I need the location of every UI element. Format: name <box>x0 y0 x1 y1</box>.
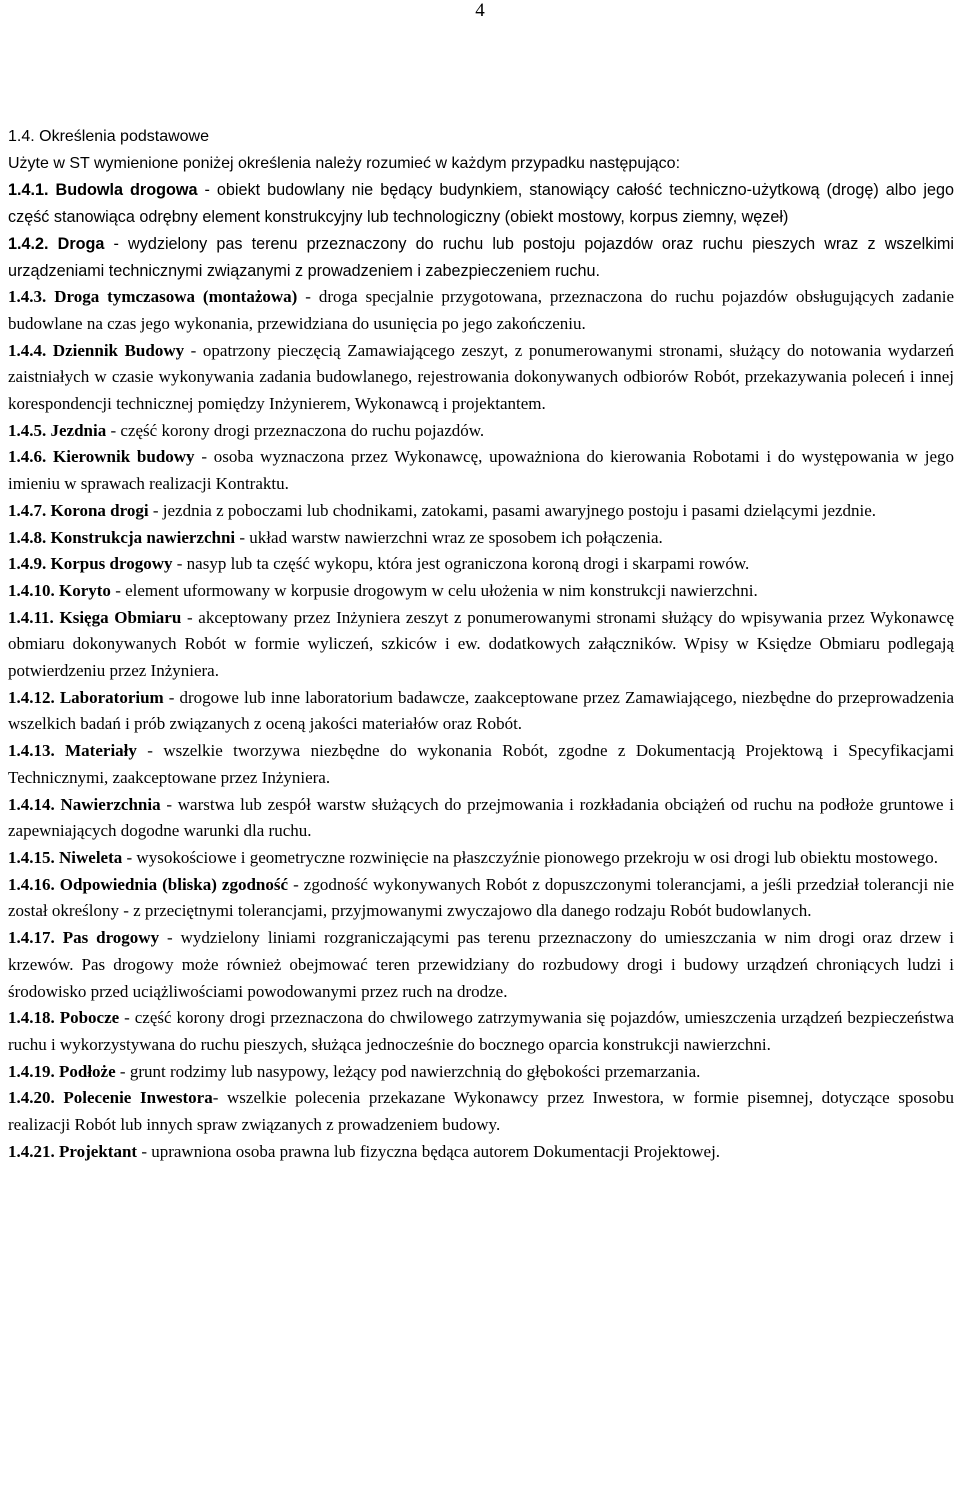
definition-text: - droga specjalnie przygotowana, przeznaczona do ruchu pojazdów obsługujących zadanie budowlane na czas jego wykonania, przewidziana do usunięcia po jego zakończeniu. <box>8 287 955 333</box>
definition-item <box>8 1059 954 1086</box>
definition-text: - grunt rodzimy lub nasypowy, leżący pod nawierzchnią do głębokości przemarzania. <box>115 1061 701 1081</box>
definition-number: 1.4.14. <box>8 794 55 814</box>
definition-text: - jezdnia z poboczami lub chodnikami, zatokami, pasami awaryjnego postoju i pasami dzielącymi jezdnie. <box>148 500 877 520</box>
definition-item <box>8 845 954 872</box>
definitions-list <box>8 177 954 1165</box>
definition-term: Konstrukcja nawierzchni <box>50 527 236 547</box>
definition-item <box>8 418 954 445</box>
definition-text: - wysokościowe i geometryczne rozwinięcie na płaszczyźnie pionowego przekroju w osi drogi lub obiektu mostowego. <box>122 847 939 867</box>
definition-number: 1.4.16. <box>8 874 55 894</box>
definition-number: 1.4.15. <box>8 847 55 867</box>
document-body <box>8 124 954 1165</box>
definition-term: Jezdnia <box>50 420 107 440</box>
definition-text: - część korony drogi przeznaczona do chwilowego zatrzymywania się pojazdów, umieszczenia urządzeń bezpieczeństwa ruchu i wykorzystywana do ruchu pieszych, służąca jednocześnie do bocznego oparcia konstrukcji nawierzchni. <box>8 1008 955 1054</box>
definition-item <box>8 1139 954 1166</box>
definition-text: - opatrzony pieczęcią Zamawiającego zeszyt, z ponumerowanymi stronami, służący do notowania wydarzeń zaistniałych w czasie wykonywania zadania budowlanego, rejestrowania dokonywanych odbiorów Robót, przekazywania poleceń i innej korespondencji technicznej pomiędzy Inżynierem, Wykonawcą i projektantem. <box>8 340 954 414</box>
definition-text: - wszelkie polecenia przekazane Wykonawcy przez Inwestora, w formie pisemnej, dotyczące sposobu realizacji Robót lub innych spraw związanych z prowadzeniem budowy. <box>8 1088 954 1135</box>
definition-item <box>8 605 954 685</box>
definition-term: Materiały <box>65 741 137 761</box>
definition-term: Droga tymczasowa (montażowa) <box>54 287 298 307</box>
definition-number: 1.4.8. <box>8 527 47 547</box>
definition-number: 1.4.11. <box>8 607 54 627</box>
definition-term: Podłoże <box>59 1061 116 1081</box>
definition-item <box>8 738 954 791</box>
definition-item <box>8 284 954 337</box>
definition-number: 1.4.18. <box>8 1008 55 1028</box>
definition-term: Koryto <box>59 580 111 600</box>
definition-item <box>8 498 954 525</box>
definition-term: Dziennik Budowy <box>52 340 185 360</box>
definition-number: 1.4.7. <box>8 500 47 520</box>
definition-term: Niweleta <box>59 847 123 867</box>
definition-term: Pas drogowy <box>62 928 160 948</box>
definition-term: Kierownik budowy <box>53 447 195 467</box>
definition-term: Odpowiednia (bliska) zgodność <box>59 874 289 894</box>
definition-text: - układ warstw nawierzchni wraz ze sposobem ich połączenia. <box>235 527 663 547</box>
definition-item <box>8 231 954 284</box>
definition-number: 1.4.1. <box>8 181 49 200</box>
definition-number: 1.4.2. <box>8 234 49 253</box>
definition-number: 1.4.3. <box>8 287 47 307</box>
definition-item <box>8 685 954 738</box>
definition-text: - obiekt budowlany nie będący budynkiem, stanowiący całość techniczno-użytkową (drogę) albo jego część stanowiąca odrębny element konstrukcyjny lub technologiczny (obiekt mostowy, korpus ziemny, węzeł) <box>8 181 954 227</box>
definition-item <box>8 551 954 578</box>
definition-term: Droga <box>57 234 105 253</box>
definition-item <box>8 444 954 497</box>
definition-item <box>8 177 954 230</box>
definition-item <box>8 792 954 845</box>
definition-term: Nawierzchnia <box>60 794 161 814</box>
definition-number: 1.4.10. <box>8 580 55 600</box>
definition-term: Księga Obmiaru <box>59 607 182 627</box>
section-intro: Użyte w ST wymienione poniżej określenia należy rozumieć w każdym przypadku następująco: <box>8 154 681 172</box>
definition-number: 1.4.9. <box>8 554 47 574</box>
definition-number: 1.4.5. <box>8 420 47 440</box>
definition-item <box>8 872 954 925</box>
definition-text: - wydzielony pas terenu przeznaczony do ruchu lub postoju pojazdów oraz ruchu pieszych wraz z wszelkimi urządzeniami technicznymi związanymi z prowadzeniem i zabezpieczeniem ruchu. <box>8 234 954 280</box>
definition-item <box>8 578 954 605</box>
definition-number: 1.4.12. <box>8 687 55 707</box>
definition-term: Pobocze <box>59 1008 120 1028</box>
definition-item <box>8 525 954 552</box>
definition-item <box>8 338 954 418</box>
definition-term: Polecenie Inwestora <box>63 1088 213 1108</box>
definition-text: - warstwa lub zespół warstw służących do przejmowania i rozkładania obciążeń od ruchu na podłoże gruntowe i zapewniających dogodne warunki dla ruchu. <box>8 794 955 841</box>
definition-term: Laboratorium <box>59 687 164 707</box>
definition-text: - osoba wyznaczona przez Wykonawcę, upoważniona do kierowania Robotami i do występowania w jego imieniu w sprawach realizacji Kontraktu. <box>8 447 954 494</box>
definition-term: Korpus drogowy <box>50 554 173 574</box>
definition-text: - zgodność wykonywanych Robót z dopuszczonymi tolerancjami, a jeśli przedział tolerancji nie został określony - z przeciętnymi tolerancjami, przyjmowanymi zwyczajowo dla danego rodzaju Robót budowlanych. <box>8 874 954 921</box>
definition-item <box>8 1005 954 1058</box>
definition-term: Korona drogi <box>50 500 149 520</box>
definition-term: Budowla drogowa <box>55 181 198 200</box>
definition-text: - nasyp lub ta część wykopu, która jest ograniczona koroną drogi i skarpami rowów. <box>172 554 750 574</box>
page-number: 4 <box>475 0 485 21</box>
definition-number: 1.4.19. <box>8 1061 55 1081</box>
definition-text: - uprawniona osoba prawna lub fizyczna będąca autorem Dokumentacji Projektowej. <box>137 1141 721 1161</box>
definition-text: - wszelkie tworzywa niezbędne do wykonania Robót, zgodne z Dokumentacją Projektową i Specyfikacjami Technicznymi, zaakceptowane przez Inżyniera. <box>8 741 955 787</box>
definition-number: 1.4.17. <box>8 928 55 948</box>
definition-number: 1.4.21. <box>8 1141 55 1161</box>
definition-text: - wydzielony liniami rozgraniczającymi pas terenu przeznaczony do umieszczania w nim drogi oraz drzew i krzewów. Pas drogowy może również obejmować teren przewidziany do rozbudowy drogi i budowy urządzeń chroniących ludzi i środowisko przed uciążliwościami powodowanymi przez ruch na drodze. <box>8 928 954 1001</box>
definition-text: - element uformowany w korpusie drogowym w celu ułożenia w nim konstrukcji nawierzchni. <box>110 580 758 600</box>
section-heading: 1.4. Określenia podstawowe <box>8 128 209 145</box>
definition-number: 1.4.6. <box>8 447 47 467</box>
definition-number: 1.4.4. <box>8 340 47 360</box>
definition-number: 1.4.13. <box>8 741 55 761</box>
definition-number: 1.4.20. <box>8 1088 55 1108</box>
definition-text: - drogowe lub inne laboratorium badawcze, zaakceptowane przez Zamawiającego, niezbędne do przeprowadzenia wszelkich badań i prób związanych z oceną jakości materiałów oraz Robót. <box>8 687 955 734</box>
definition-item <box>8 1085 954 1138</box>
definition-text: - akceptowany przez Inżyniera zeszyt z ponumerowanymi stronami służący do wpisywania przez Wykonawcę obmiaru dokonywanych Robót w formie wyliczeń, szkiców i ew. dodatkowych załączników. Wpisy w Księdze Obmiaru podlegają potwierdzeniu przez Inżyniera. <box>8 607 954 681</box>
definition-term: Projektant <box>59 1141 138 1161</box>
definition-text: - część korony drogi przeznaczona do ruchu pojazdów. <box>106 420 485 440</box>
definition-item <box>8 925 954 1005</box>
